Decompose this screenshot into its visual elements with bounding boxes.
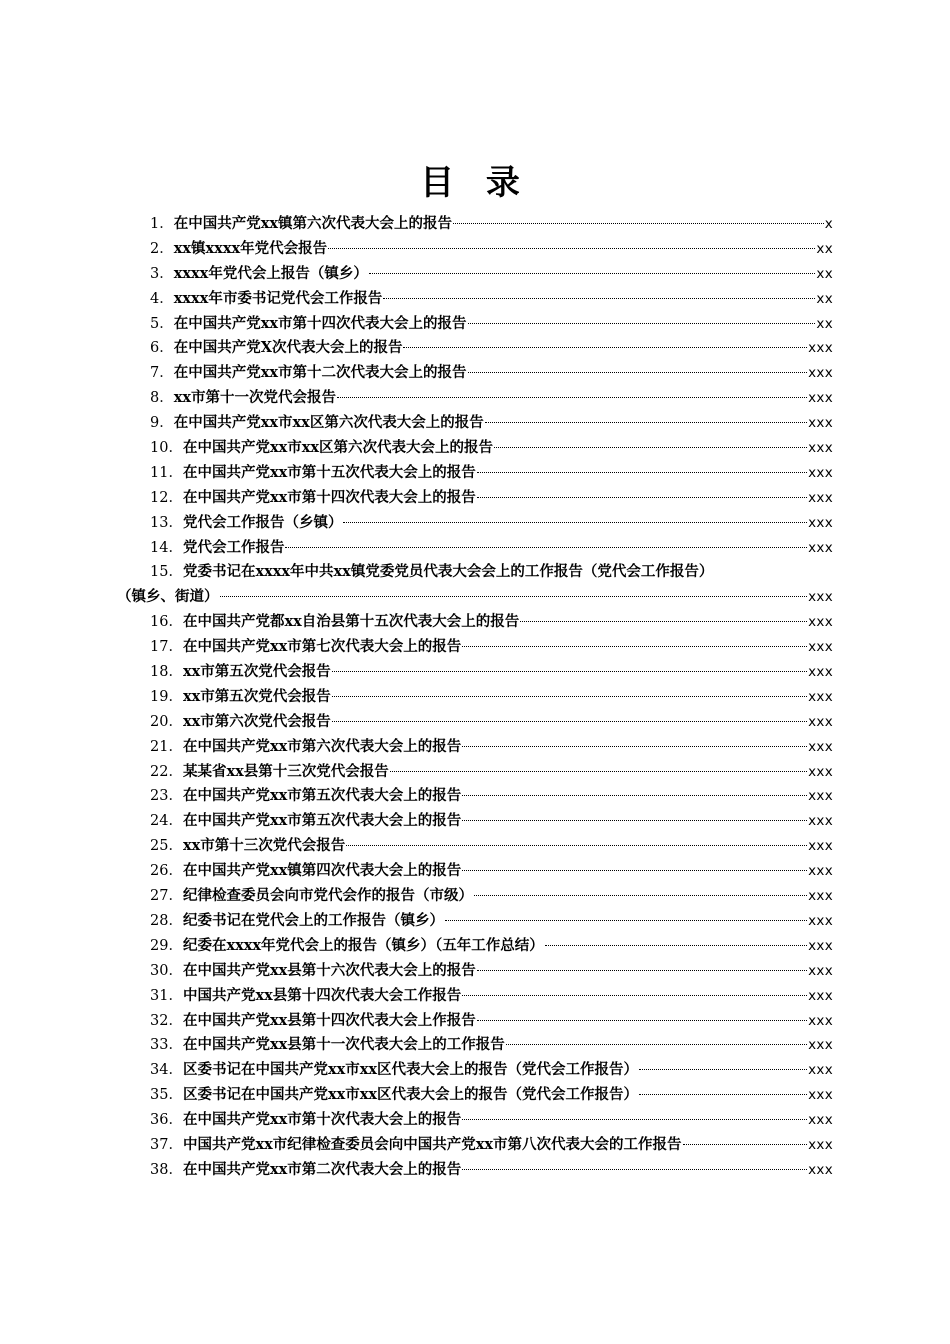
toc-entry-title: 党代会工作报告（乡镇）	[182, 513, 343, 531]
toc-entry-title: 党代会工作报告	[182, 538, 285, 556]
toc-entry-page: xxx	[808, 937, 833, 954]
dot-leader	[220, 596, 808, 597]
toc-entry-page: xxx	[808, 1087, 833, 1104]
toc-entry-title: 某某省xx县第十三次党代会报告	[182, 762, 389, 780]
dot-leader	[639, 1094, 807, 1095]
dot-leader	[445, 920, 807, 921]
toc-entry-title: xx市第十三次党代会报告	[182, 837, 346, 855]
toc-entry-title: 中国共产党xx市纪律检查委员会向中国共产党xx市第八次代表大会的工作报告	[182, 1135, 682, 1153]
toc-entry-title: 在中国共产党都xx自治县第十五次代表大会上的报告	[182, 613, 520, 631]
toc-entry-page: xxx	[808, 664, 833, 681]
toc-entry[interactable]	[117, 760, 833, 785]
dot-leader	[506, 1044, 807, 1045]
toc-entry-title: 在中国共产党xx市第十四次代表大会上的报告	[182, 488, 476, 506]
toc-entry-page: xxx	[808, 1136, 833, 1153]
toc-entry[interactable]	[117, 336, 833, 361]
toc-entry-title: 在中国共产党xx市xx区第六次代表大会上的报告	[173, 414, 484, 432]
toc-entry-title: 在中国共产党xx县第十六次代表大会上的报告	[182, 961, 476, 979]
toc-entry-title: 在中国共产党xx市第十二次代表大会上的报告	[173, 364, 467, 382]
toc-entry-number: 34．	[150, 1062, 183, 1079]
toc-entry-page: xxx	[808, 838, 833, 855]
dot-leader	[639, 1069, 807, 1070]
toc-entry[interactable]	[117, 984, 833, 1009]
toc-entry-title: 在中国共产党xx镇第四次代表大会上的报告	[182, 862, 462, 880]
toc-entry-page: xx	[816, 240, 833, 257]
toc-entry[interactable]	[117, 1033, 833, 1058]
toc-entry-title: 在中国共产党xx县第十四次代表大会上作报告	[182, 1011, 476, 1029]
toc-entry-title: xxxx年市委书记党代会工作报告	[173, 289, 383, 307]
toc-entry[interactable]	[117, 1058, 833, 1083]
toc-entry-title: xx市第五次党代会报告	[182, 663, 331, 681]
toc-entry-page: x	[824, 216, 833, 232]
toc-entry-number: 4．	[150, 290, 174, 307]
toc-entry[interactable]	[117, 411, 833, 436]
toc-entry-title: 纪委书记在党代会上的工作报告（镇乡）	[182, 911, 444, 929]
toc-entry[interactable]	[117, 312, 833, 337]
toc-entry[interactable]	[117, 536, 833, 561]
toc-entry-number: 16．	[150, 614, 183, 631]
toc-entry-number: 12．	[150, 489, 183, 506]
page-title: 目 录	[420, 163, 530, 203]
toc-entry-page: xxx	[808, 888, 833, 905]
toc-entry[interactable]	[117, 859, 833, 884]
toc-entry-number: 35．	[150, 1087, 183, 1104]
toc-entry[interactable]	[117, 784, 833, 809]
toc-entry[interactable]	[117, 287, 833, 312]
toc-entry[interactable]	[117, 386, 833, 411]
toc-entry-title: 纪律检查委员会向市党代会作的报告（市级）	[182, 887, 473, 905]
toc-entry-page: xxx	[808, 1012, 833, 1029]
toc-entry-title: 中国共产党xx县第十四次代表大会工作报告	[182, 986, 462, 1004]
toc-entry-page: xxx	[808, 1037, 833, 1054]
dot-leader	[285, 547, 807, 548]
toc-entry[interactable]	[117, 486, 833, 511]
toc-entry-page: xxx	[808, 614, 833, 631]
toc-entry[interactable]	[117, 710, 833, 735]
toc-entry-title: xx镇xxxx年党代会报告	[173, 239, 328, 257]
toc-entry-title: 在中国共产党xx市第十四次代表大会上的报告	[173, 314, 467, 332]
table-of-contents	[117, 212, 833, 1183]
toc-entry-title: xxxx年党代会上报告（镇乡）	[173, 264, 368, 282]
toc-entry-number: 38．	[150, 1161, 183, 1178]
toc-entry[interactable]	[117, 635, 833, 660]
toc-entry[interactable]	[117, 436, 833, 461]
toc-entry-title: 在中国共产党xx市第五次代表大会上的报告	[182, 787, 462, 805]
toc-entry-page: xxx	[808, 464, 833, 481]
dot-leader	[520, 621, 807, 622]
toc-entry-title: 在中国共产党xx市第六次代表大会上的报告	[182, 737, 462, 755]
dot-leader	[328, 248, 815, 249]
toc-entry-title: 在中国共产党xx市第十五次代表大会上的报告	[182, 463, 476, 481]
toc-entry-number: 24．	[150, 813, 183, 830]
toc-entry-number: 8．	[150, 390, 174, 407]
dot-leader	[477, 472, 807, 473]
dot-leader	[332, 696, 807, 697]
toc-entry-number: 30．	[150, 962, 183, 979]
toc-entry-number: 6．	[150, 340, 174, 357]
toc-entry[interactable]	[117, 959, 833, 984]
dot-leader	[462, 746, 807, 747]
toc-entry-title: 在中国共产党xx市第二次代表大会上的报告	[182, 1160, 462, 1178]
toc-entry-title: xx市第五次党代会报告	[182, 687, 331, 705]
toc-entry-number: 15．	[150, 564, 183, 581]
dot-leader	[383, 298, 815, 299]
toc-entry[interactable]	[117, 1083, 833, 1108]
toc-entry[interactable]	[117, 884, 833, 909]
toc-entry-number: 2．	[150, 240, 174, 257]
dot-leader	[390, 771, 807, 772]
toc-entry-number: 29．	[150, 937, 183, 954]
toc-entry-number: 27．	[150, 888, 183, 905]
toc-entry-page: xxx	[808, 1161, 833, 1178]
dot-leader	[453, 223, 824, 224]
dot-leader	[468, 323, 816, 324]
dot-leader	[683, 1144, 808, 1145]
toc-entry-number: 26．	[150, 863, 183, 880]
toc-entry[interactable]	[117, 909, 833, 934]
toc-entry-number: 20．	[150, 713, 183, 730]
toc-entry-title: xx市第六次党代会报告	[182, 712, 331, 730]
toc-entry-title: 党委书记在xxxx年中共xx镇党委党员代表大会会上的工作报告（党代会工作报告）	[182, 563, 714, 581]
toc-entry-page: xx	[816, 315, 833, 332]
toc-entry-number: 37．	[150, 1136, 183, 1153]
toc-entry-title: 在中国共产党xx县第十一次代表大会上的工作报告	[182, 1036, 505, 1054]
toc-entry-number: 19．	[150, 688, 183, 705]
toc-entry-page: xx	[816, 265, 833, 282]
toc-entry-page: xxx	[808, 788, 833, 805]
toc-entry[interactable]	[117, 1108, 833, 1133]
dot-leader	[477, 1020, 807, 1021]
toc-entry[interactable]	[117, 934, 833, 959]
toc-entry-page: xxx	[808, 539, 833, 556]
toc-entry-number: 17．	[150, 639, 183, 656]
toc-entry[interactable]	[117, 610, 833, 635]
toc-entry-title: 在中国共产党xx市第七次代表大会上的报告	[182, 638, 462, 656]
toc-entry-page: xxx	[808, 912, 833, 929]
toc-entry-number: 32．	[150, 1012, 183, 1029]
toc-entry-page: xxx	[808, 589, 833, 606]
toc-entry-number: 9．	[150, 415, 174, 432]
toc-entry-page: xxx	[808, 813, 833, 830]
toc-entry-title: 在中国共产党xx市xx区第六次代表大会上的报告	[182, 439, 494, 457]
toc-entry-page: xxx	[808, 390, 833, 407]
toc-entry[interactable]	[117, 560, 833, 610]
toc-entry-page: xxx	[808, 340, 833, 357]
toc-entry-page: xxx	[808, 489, 833, 506]
toc-entry-number: 33．	[150, 1037, 183, 1054]
toc-entry-page: xxx	[808, 440, 833, 457]
toc-entry-page: xx	[816, 290, 833, 307]
toc-entry-title: 区委书记在中国共产党xx市xx区代表大会上的报告（党代会工作报告）	[182, 1086, 639, 1104]
dot-leader	[332, 721, 807, 722]
toc-entry-title: 纪委在xxxx年党代会上的报告（镇乡）（五年工作总结）	[182, 936, 544, 954]
toc-entry-title: 区委书记在中国共产党xx市xx区代表大会上的报告（党代会工作报告）	[182, 1061, 639, 1079]
toc-entry-title: 在中国共产党X次代表大会上的报告	[173, 339, 403, 357]
toc-entry-page: xxx	[808, 365, 833, 382]
toc-entry-page: xxx	[808, 863, 833, 880]
dot-leader	[337, 397, 807, 398]
dot-leader	[346, 845, 807, 846]
toc-entry-page: xxx	[808, 713, 833, 730]
toc-entry-title: 在中国共产党xx市第十次代表大会上的报告	[182, 1111, 462, 1129]
dot-leader	[468, 372, 808, 373]
toc-entry[interactable]	[117, 685, 833, 710]
toc-entry-page: xxx	[808, 763, 833, 780]
toc-entry-page: xxx	[808, 688, 833, 705]
toc-entry[interactable]	[117, 511, 833, 536]
toc-entry-number: 7．	[150, 365, 174, 382]
toc-entry[interactable]	[117, 1158, 833, 1183]
toc-entry-number: 25．	[150, 838, 183, 855]
dot-leader	[477, 970, 807, 971]
dot-leader	[462, 995, 807, 996]
toc-entry[interactable]	[117, 361, 833, 386]
dot-leader	[477, 497, 807, 498]
toc-entry-number: 28．	[150, 912, 183, 929]
dot-leader	[462, 1169, 807, 1170]
toc-entry-number: 36．	[150, 1112, 183, 1129]
toc-entry-number: 11．	[150, 464, 183, 481]
toc-entry-page: xxx	[808, 639, 833, 656]
toc-entry[interactable]	[117, 1133, 833, 1158]
toc-entry-title: 在中国共产党xx镇第六次代表大会上的报告	[173, 215, 453, 232]
toc-entry-number: 23．	[150, 788, 183, 805]
toc-entry[interactable]	[117, 660, 833, 685]
toc-entry[interactable]	[117, 461, 833, 486]
toc-entry-number: 13．	[150, 514, 183, 531]
toc-entry-title-continued: （镇乡、街道）	[117, 588, 219, 606]
toc-entry-page: xxx	[808, 415, 833, 432]
dot-leader	[369, 273, 816, 274]
toc-entry-title: xx市第十一次党代会报告	[173, 389, 337, 407]
toc-entry[interactable]	[117, 834, 833, 859]
dot-leader	[462, 820, 807, 821]
dot-leader	[462, 795, 807, 796]
toc-entry-page: xxx	[808, 1112, 833, 1129]
toc-entry-number: 18．	[150, 664, 183, 681]
toc-entry[interactable]	[117, 1009, 833, 1034]
toc-entry-number: 22．	[150, 763, 183, 780]
toc-entry[interactable]	[117, 735, 833, 760]
toc-entry[interactable]	[117, 212, 833, 237]
toc-entry-number: 5．	[150, 315, 174, 332]
toc-entry-number: 10．	[150, 440, 183, 457]
dot-leader	[462, 870, 807, 871]
dot-leader	[403, 347, 807, 348]
toc-entry-page: xxx	[808, 738, 833, 755]
toc-entry-title: 在中国共产党xx市第五次代表大会上的报告	[182, 812, 462, 830]
toc-entry-number: 14．	[150, 539, 183, 556]
toc-entry[interactable]	[117, 237, 833, 262]
dot-leader	[462, 646, 807, 647]
toc-entry[interactable]	[117, 262, 833, 287]
toc-entry-page: xxx	[808, 514, 833, 531]
dot-leader	[545, 945, 807, 946]
toc-entry-number: 1．	[150, 216, 174, 232]
toc-entry-number: 31．	[150, 987, 183, 1004]
toc-entry-number: 3．	[150, 265, 174, 282]
dot-leader	[474, 895, 807, 896]
dot-leader	[485, 422, 807, 423]
dot-leader	[494, 447, 807, 448]
toc-entry-page: xxx	[808, 962, 833, 979]
toc-entry[interactable]	[117, 809, 833, 834]
dot-leader	[343, 522, 807, 523]
toc-entry-page: xxx	[808, 1062, 833, 1079]
dot-leader	[462, 1119, 807, 1120]
dot-leader	[332, 671, 807, 672]
toc-entry-page: xxx	[808, 987, 833, 1004]
toc-entry-number: 21．	[150, 738, 183, 755]
